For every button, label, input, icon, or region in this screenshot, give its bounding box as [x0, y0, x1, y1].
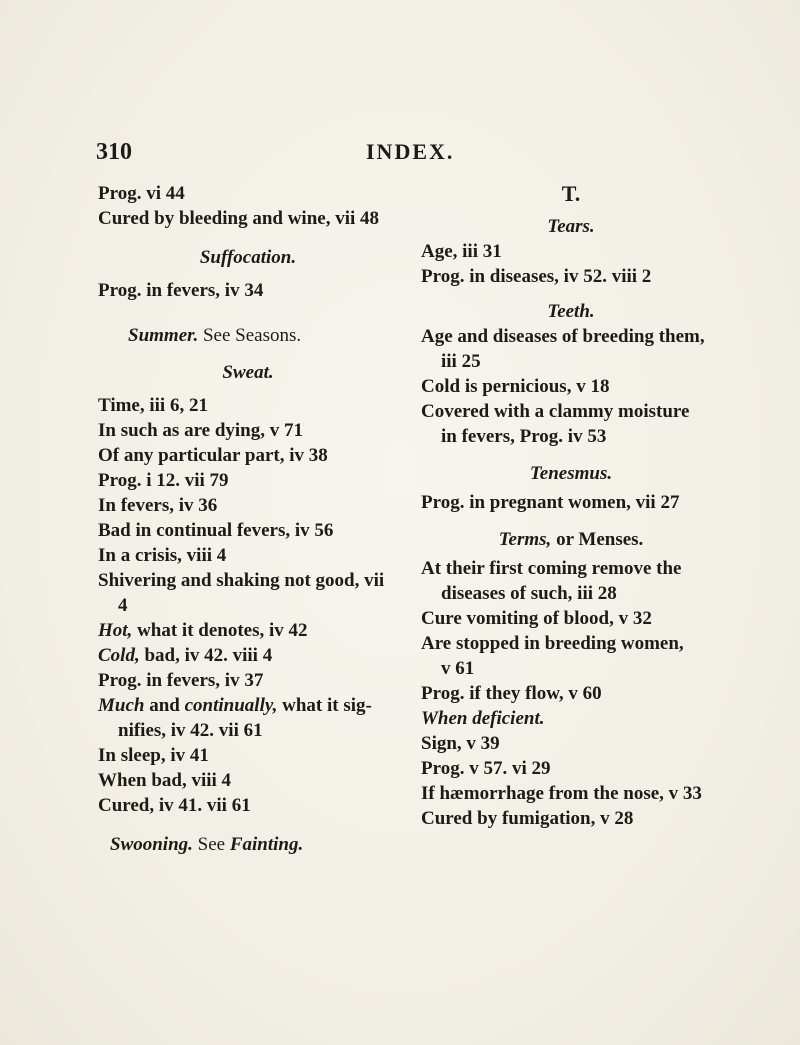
index-line-continuation: 4 — [118, 595, 128, 616]
index-line: Bad in continual fevers, iv 56 — [98, 520, 334, 541]
page-header — [96, 139, 656, 169]
index-line: Cured, iv 41. vii 61 — [98, 795, 251, 816]
index-line-cold — [98, 643, 398, 668]
entry-heading-terms — [421, 527, 721, 552]
index-line: In such as are dying, v 71 — [98, 420, 304, 441]
index-line-continuation: nifies, iv 42. vii 61 — [118, 720, 263, 741]
index-text: what it sig- — [277, 695, 372, 716]
index-line: Are stopped in breeding women, — [421, 633, 684, 654]
index-line: In sleep, iv 41 — [98, 745, 209, 766]
italic-term: Cold, — [98, 645, 140, 666]
index-text: bad, iv 42. viii 4 — [139, 645, 273, 666]
entry-heading-tears: Tears. — [547, 216, 595, 237]
index-line: Cold is pernicious, v 18 — [421, 376, 610, 397]
index-line: Prog. in diseases, iv 52. viii 2 — [421, 266, 652, 287]
italic-term: Much — [98, 695, 145, 716]
index-line — [421, 706, 721, 731]
index-line: Cured by bleeding and wine, vii 48 — [98, 208, 380, 229]
index-line: When bad, viii 4 — [98, 770, 232, 791]
index-line: Sign, v 39 — [421, 733, 500, 754]
index-line-continuation: iii 25 — [441, 351, 481, 372]
italic-subheading: When deficient. — [421, 708, 545, 729]
index-line: Prog. v 57. vi 29 — [421, 758, 551, 779]
cross-reference: See Seasons. — [202, 325, 302, 346]
index-line: Prog. i 12. vii 79 — [98, 470, 229, 491]
index-line: In fevers, iv 36 — [98, 495, 218, 516]
index-line-continuation: v 61 — [441, 658, 475, 679]
index-line: Cure vomiting of blood, v 32 — [421, 608, 652, 629]
index-line-continuation: in fevers, Prog. iv 53 — [441, 426, 607, 447]
index-line: Age, iii 31 — [421, 241, 502, 262]
cross-reference-see: See — [197, 834, 226, 855]
running-title: INDEX. — [366, 139, 455, 164]
entry-swooning — [98, 832, 398, 857]
index-line: Time, iii 6, 21 — [98, 395, 208, 416]
index-line-much — [98, 693, 398, 718]
index-line: Prog. vi 44 — [98, 183, 185, 204]
index-line: If hæmorrhage from the nose, v 33 — [421, 783, 702, 804]
index-line-hot — [98, 618, 398, 643]
entry-heading-tenesmus: Tenesmus. — [529, 463, 613, 484]
entry-heading-teeth: Teeth. — [547, 301, 595, 322]
entry-heading-swooning: Swooning. — [110, 834, 193, 855]
cross-reference-target: Fainting. — [229, 834, 304, 855]
index-line: Prog. in pregnant women, vii 27 — [421, 492, 680, 513]
heading-term: Terms, — [498, 529, 552, 550]
index-line: Of any particular part, iv 38 — [98, 445, 328, 466]
index-line: Age and diseases of breeding them, — [421, 326, 705, 347]
section-letter: T. — [561, 181, 581, 206]
italic-term: Hot, — [98, 620, 133, 641]
index-line: Cured by fumigation, v 28 — [421, 808, 634, 829]
index-line: At their first coming remove the — [421, 558, 682, 579]
index-line: Prog. in fevers, iv 34 — [98, 280, 264, 301]
entry-heading-suffocation: Suffocation. — [199, 247, 297, 268]
entry-summer — [98, 323, 398, 348]
italic-term: continually, — [184, 695, 278, 716]
index-line: In a crisis, viii 4 — [98, 545, 227, 566]
heading-alt: or Menses. — [551, 529, 644, 550]
page-number: 310 — [96, 139, 132, 165]
index-line: Prog. in fevers, iv 37 — [98, 670, 264, 691]
index-line: Covered with a clammy moisture — [421, 401, 690, 422]
index-line: Shivering and shaking not good, vii — [98, 570, 385, 591]
index-column-right — [421, 181, 721, 831]
index-text: and — [144, 695, 185, 716]
index-text: what it denotes, iv 42 — [132, 620, 308, 641]
index-line: Prog. if they flow, v 60 — [421, 683, 602, 704]
entry-heading-summer: Summer. — [128, 325, 199, 346]
index-column-left — [98, 181, 398, 857]
index-line-continuation: diseases of such, iii 28 — [441, 583, 617, 604]
entry-heading-sweat: Sweat. — [222, 362, 274, 383]
